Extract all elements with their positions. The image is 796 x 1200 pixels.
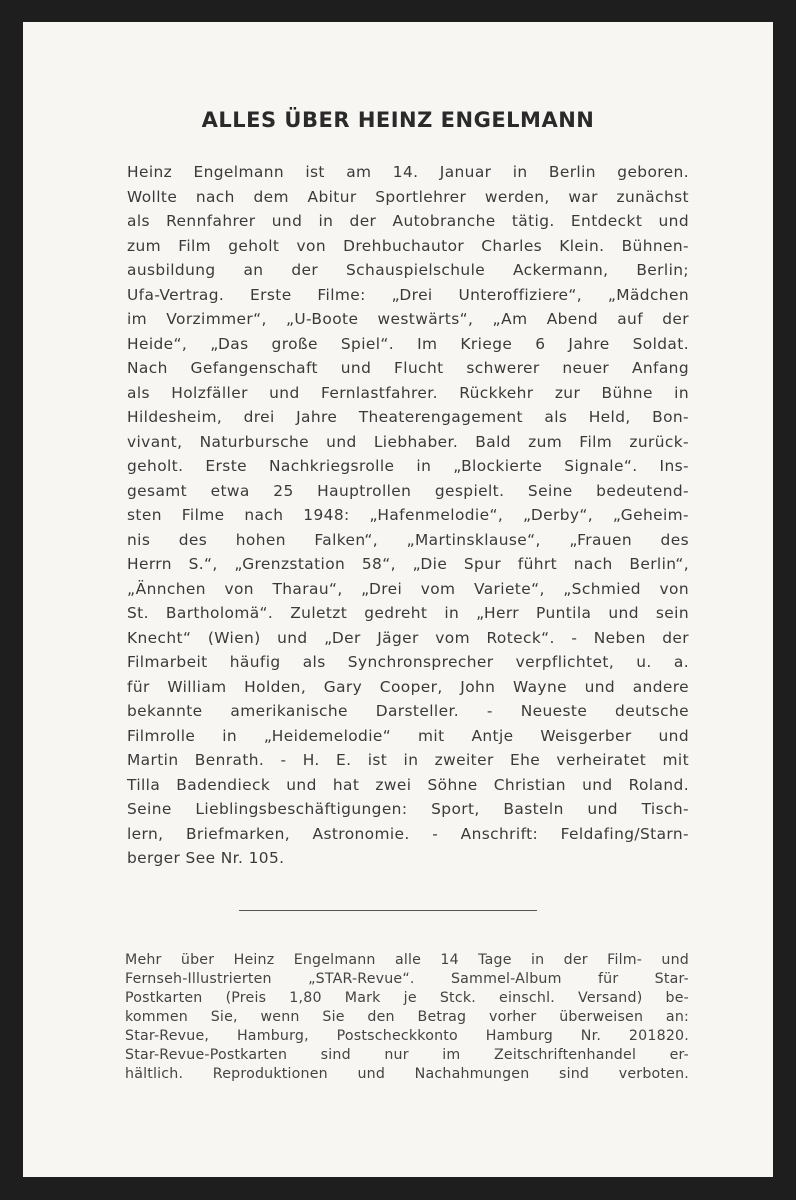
bio-line: „Ännchen von Tharau“, „Drei vom Variete“, „Schmied von xyxy=(127,579,689,598)
footer-line: Fernseh-Illustrierten „STAR-Revue“. Sammel-Album für Star- xyxy=(125,971,689,987)
footer-line: Star-Revue-Postkarten sind nur im Zeitschriftenhandel er- xyxy=(125,1047,689,1063)
bio-line: Wollte nach dem Abitur Sportlehrer werden, war zunächst xyxy=(127,187,689,206)
bio-line: bekannte amerikanische Darsteller. - Neueste deutsche xyxy=(127,702,689,720)
bio-line: für William Holden, Gary Cooper, John Wayne und andere xyxy=(127,677,689,696)
bio-line: Herrn S.“, „Grenzstation 58“, „Die Spur führt nach Berlin“, xyxy=(127,555,689,573)
bio-line: vivant, Naturbursche und Liebhaber. Bald zum Film zurück- xyxy=(127,432,689,451)
bio-line: St. Bartholomä“. Zuletzt gedreht in „Herr Puntila und sein xyxy=(127,604,689,622)
footer-line: Star-Revue, Hamburg, Postscheckkonto Hamburg Nr. 201820. xyxy=(125,1028,689,1044)
document-title: ALLES ÜBER HEINZ ENGELMANN xyxy=(201,108,595,132)
bio-line: nis des hohen Falken“, „Martinsklause“, „Frauen des xyxy=(127,530,689,549)
footer-line: Postkarten (Preis 1,80 Mark je Stck. einschl. Versand) be- xyxy=(125,990,689,1006)
postcard-back xyxy=(23,22,773,1177)
bio-line: gesamt etwa 25 Hauptrollen gespielt. Seine bedeutend- xyxy=(127,481,689,500)
bio-line: Hildesheim, drei Jahre Theaterengagement als Held, Bon- xyxy=(127,408,689,426)
footer-notice xyxy=(125,951,689,1084)
bio-line: Seine Lieblingsbeschäftigungen: Sport, Basteln und Tisch- xyxy=(127,800,689,818)
bio-line: Heinz Engelmann ist am 14. Januar in Berlin geboren. xyxy=(127,163,689,181)
bio-line: Knecht“ (Wien) und „Der Jäger vom Roteck“. - Neben der xyxy=(127,628,689,647)
footer-line: hältlich. Reproduktionen und Nachahmungen sind verboten. xyxy=(125,1066,689,1082)
bio-line: ausbildung an der Schauspielschule Ackermann, Berlin; xyxy=(127,261,689,279)
bio-line: lern, Briefmarken, Astronomie. - Anschrift: Feldafing/Starn- xyxy=(127,824,689,843)
bio-line: im Vorzimmer“, „U-Boote westwärts“, „Am Abend auf der xyxy=(127,310,689,328)
bio-line: zum Film geholt von Drehbuchautor Charles Klein. Bühnen- xyxy=(127,236,689,255)
footer-line: Mehr über Heinz Engelmann alle 14 Tage in der Film- und xyxy=(125,952,689,968)
bio-line: berger See Nr. 105. xyxy=(127,849,285,867)
bio-line: Ufa-Vertrag. Erste Filme: „Drei Unteroffiziere“, „Mädchen xyxy=(127,285,689,304)
bio-line: Filmrolle in „Heidemelodie“ mit Antje Weisgerber und xyxy=(127,726,689,745)
footer-line: kommen Sie, wenn Sie den Betrag vorher überweisen an: xyxy=(125,1009,689,1025)
bio-line: Filmarbeit häufig als Synchronsprecher verpflichtet, u. a. xyxy=(127,653,689,671)
bio-line: geholt. Erste Nachkriegsrolle in „Blockierte Signale“. Ins- xyxy=(127,457,689,475)
section-divider xyxy=(239,910,537,911)
bio-line: Martin Benrath. - H. E. ist in zweiter Ehe verheiratet mit xyxy=(127,751,689,769)
bio-line: als Rennfahrer und in der Autobranche tätig. Entdeckt und xyxy=(127,212,689,230)
bio-line: Heide“, „Das große Spiel“. Im Kriege 6 Jahre Soldat. xyxy=(127,334,689,353)
bio-line: Nach Gefangenschaft und Flucht schwerer neuer Anfang xyxy=(127,359,689,377)
biography-text xyxy=(127,160,689,871)
bio-line: Tilla Badendieck und hat zwei Söhne Christian und Roland. xyxy=(127,775,689,794)
bio-line: als Holzfäller und Fernlastfahrer. Rückkehr zur Bühne in xyxy=(127,383,689,402)
bio-line: sten Filme nach 1948: „Hafenmelodie“, „Derby“, „Geheim- xyxy=(127,506,689,524)
